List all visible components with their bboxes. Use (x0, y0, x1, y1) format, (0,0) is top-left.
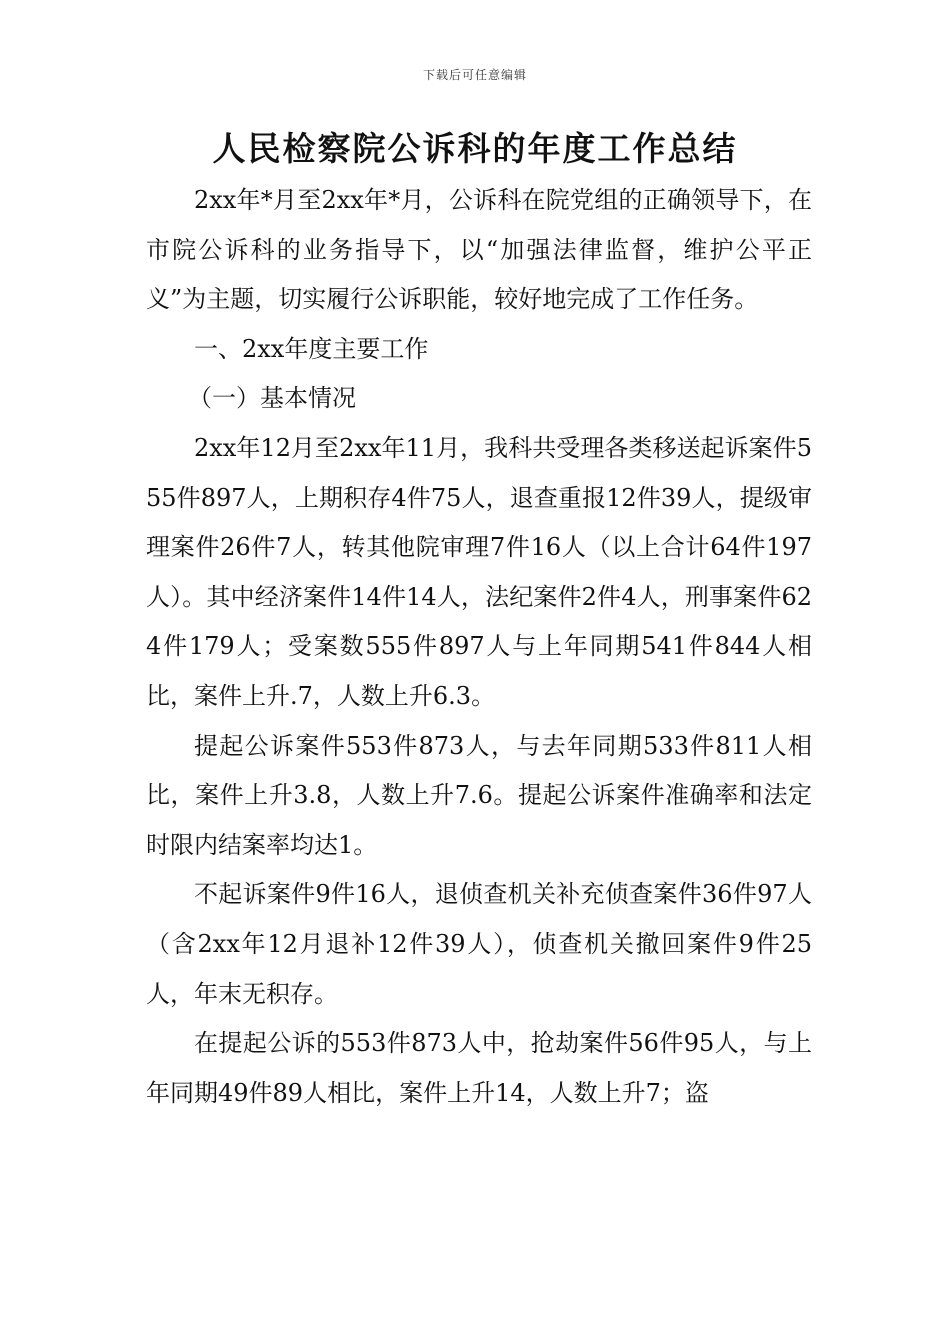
section-heading: 一、2xx年度主要工作 (194, 334, 429, 363)
paragraph-robbery-cases: 在提起公诉的553件873人中，抢劫案件56件95人，与上年同期49件89人相比，案件上升14，人数上升7；盗 (146, 1029, 812, 1107)
header-note: 下载后可任意编辑 (422, 68, 527, 82)
paragraph-non-prosecutions: 不起诉案件9件16人，退侦查机关补充侦查案件36件97人（含2xx年12月退补12件39人），侦查机关撤回案件9件25人，年末无积存。 (146, 880, 812, 1008)
subsection-heading: （一）基本情况 (188, 384, 356, 413)
document-title: 人民检察院公诉科的年度工作总结 (212, 129, 738, 168)
paragraph-intro: 2xx年*月至2xx年*月，公诉科在院党组的正确领导下，在市院公诉科的业务指导下，以“加强法律监督，维护公平正义”为主题，切实履行公诉职能，较好地完成了工作任务。 (146, 186, 812, 314)
document-body (146, 176, 812, 1118)
paragraph-prosecutions: 提起公诉案件553件873人，与去年同期533件811人相比，案件上升3.8，人数上升7.6。提起公诉案件准确率和法定时限内结案率均达1。 (146, 731, 812, 859)
paragraph-case-intake: 2xx年12月至2xx年11月，我科共受理各类移送起诉案件555件897人，上期积存4件75人，退查重报12件39人，提级审理案件26件7人，转其他院审理7件16人（以上合计64件197人）。其中经济案件14件14人，法纪案件2件4人，刑事案件624件179人；受案数555件897人与上年同期541件844人相比，案件上升.7，人数上升6.3。 (146, 433, 812, 710)
